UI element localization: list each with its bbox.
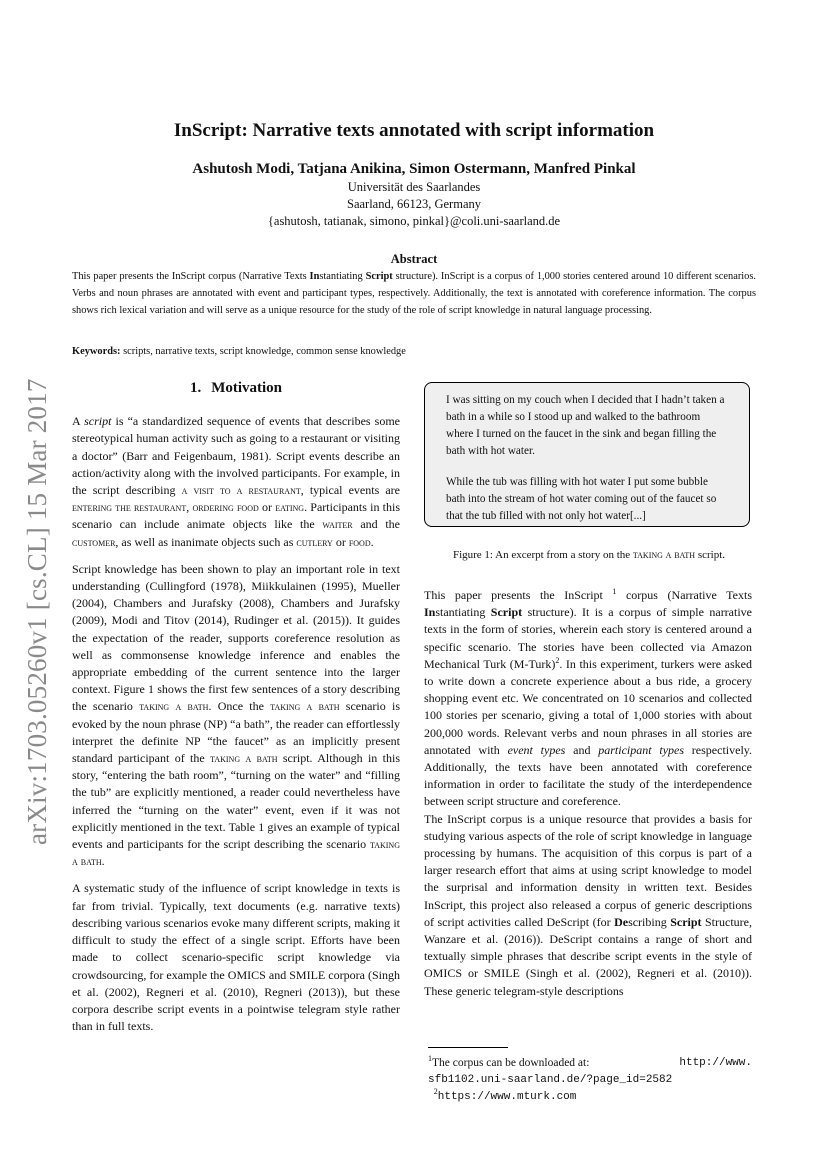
- footnote-link[interactable]: http://www.: [679, 1057, 752, 1069]
- story-paragraph: While the tub was filling with hot water I put some bubble bath into the stream of hot water coming out of the faucet so that the tub filled with not only hot water[...]: [446, 476, 717, 522]
- footnote-marker[interactable]: 2: [555, 655, 560, 665]
- paragraph: A script is “a standardized sequence of events that describes some stereotypical human activity such as going to a restaurant or visiting a doctor” (Barr and Feigenbaum, 1981). Script events describe an action/activity along with the involved participants. For example, in the script describing a visit to a restaurant, typical events are entering the restaurant, ordering food or eating. Participants in this scenario can include animate objects like the waiter and the customer, as well as inanimate objects such as cutlery or food.: [72, 414, 401, 549]
- paragraph: A systematic study of the influence of script knowledge in texts is far from trivial. Typically, text documents (e.g. narrative texts) describing various scenarios evoke many different scripts, making it difficult to study the effect of a single script. Efforts have been made to collect scenario-specific script knowledge via crowdsourcing, for example the OMICS and SMILE corpora (Singh et al. (2002), Regneri et al. (2010), Regneri (2013)), but these corpora describe script events in a pointwise telegram style rather than in full texts.: [72, 881, 400, 1034]
- affiliation-address: Saarland, 66123, Germany: [347, 197, 481, 211]
- figure-1-story-excerpt: [424, 382, 750, 527]
- author-emails: {ashutosh, tatianak, simono, pinkal}@coli.uni-saarland.de: [267, 214, 561, 228]
- section-heading: 1. Motivation: [189, 380, 283, 396]
- footnote-1-continued: [428, 1071, 752, 1088]
- footnotes: [428, 1055, 752, 1105]
- figure-1-caption: Figure 1: An excerpt from a story on the taking a bath script.: [452, 549, 726, 561]
- author-list: Ashutosh Modi, Tatjana Anikina, Simon Ostermann, Manfred Pinkal: [192, 161, 636, 177]
- footnote-1: $^1$The corpus can be downloaded at: http://www.: [428, 1054, 752, 1069]
- story-paragraph: I was sitting on my couch when I decided that I hadn’t taken a bath in a while so I stood up and walked to the bathroom where I turned on the faucet in the sink and began filling the bath with hot water.: [446, 394, 725, 457]
- footnote-marker[interactable]: 1: [612, 587, 617, 596]
- footnote-link[interactable]: https://www.mturk.com: [437, 1091, 577, 1103]
- affiliation-university: Universität des Saarlandes: [347, 180, 481, 194]
- keywords: [72, 346, 406, 357]
- footnote-link[interactable]: sfb1102.uni-saarland.de/?page_id=2582: [428, 1074, 673, 1086]
- paragraph: The InScript corpus is a unique resource that provides a basis for studying various aspects of the role of script knowledge in language processing by humans. The acquisition of this corpus is part of a larger research effort that aims at using script knowledge to model the surprisal and information density in written text. Besides InScript, this project also released a corpus of generic descriptions of script activities called DeScript (for Describing Script Structure, Wanzare et al. (2016)). DeScript contains a range of short and textually simple phrases that describe script events in the style of OMICS or SMILE (Singh et al. (2002), Regneri et al. (2010)). These generic telegram-style descriptions: [424, 811, 752, 998]
- keywords-label: Keywords:: [72, 346, 121, 357]
- arxiv-identifier: arXiv:1703.05260v1 [cs.CL] 15 Mar 2017: [22, 378, 52, 845]
- abstract-heading: Abstract: [390, 252, 438, 266]
- keywords-text: scripts, narrative texts, script knowledge, common sense knowledge: [120, 346, 406, 357]
- left-column: [72, 380, 400, 1035]
- paragraph: Script knowledge has been shown to play an important role in text understanding (Cullingford (1978), Miikkulainen (1995), Mueller (2004), Chambers and Jurafsky (2008), Chambers and Jurafsky (2009), Modi and Titov (2014), Rudinger et al. (2015)). It guides the expectation of the reader, supports coreference resolution as well as commonsense knowledge inference and enables the appropriate embedding of the current sentence into the larger context. Figure 1 shows the first few sentences of a story describing the scenario taking a bath. Once the taking a bath scenario is evoked by the noun phrase (NP) “a bath”, the reader can effortlessly interpret the definite NP “the faucet” as an implicitly present standard participant of the taking a bath script. Although in this story, “entering the bath room”, “turning on the water” and “filling the tub” are explicitly mentioned, a reader could nevertheless have inferred the “turning on the water” event, even if it was not explicitly mentioned in the text. Table 1 gives an example of typical events and participants for the script describing the scenario taking a bath.: [72, 561, 401, 869]
- footnote-2: $^2$https://www.mturk.com: [433, 1087, 577, 1103]
- paragraph: This paper presents the InScript $^1$ corpus (Narrative Texts Instantiating Script structure). It is a corpus of simple narrative texts in the form of stories, wherein each story is centered around a specific scenario. The stories have been collected via Amazon Mechanical Turk (M-Turk)$^2$. In this experiment, turkers were asked to write down a concrete experience about a bus ride, a grocery shopping event etc. We concentrated on 10 scenarios and collected 100 stories per scenario, giving a total of 1,000 stories with about 200,000 words. Relevant verbs and noun phrases in all stories are annotated with event types and participant types respectively. Additionally, the texts have been annotated with coreference information in order to facilitate the study of the interdependence between script structure and coreference.: [424, 587, 753, 809]
- right-column: [424, 587, 752, 1000]
- paper-title: InScript: Narrative texts annotated with script information: [173, 120, 655, 141]
- footnote-divider: [428, 1047, 508, 1048]
- abstract-text: This paper presents the InScript corpus (Narrative Texts Instantiating Script structure). InScript is a corpus of 1,000 stories centered around 10 different scenarios. Verbs and noun phrases are annotated with event and participant types, respectively. Additionally, the text is annotated with coreference information. The corpus shows rich lexical variation and will serve as a unique resource for the study of the role of script knowledge in natural language processing.: [72, 271, 756, 316]
